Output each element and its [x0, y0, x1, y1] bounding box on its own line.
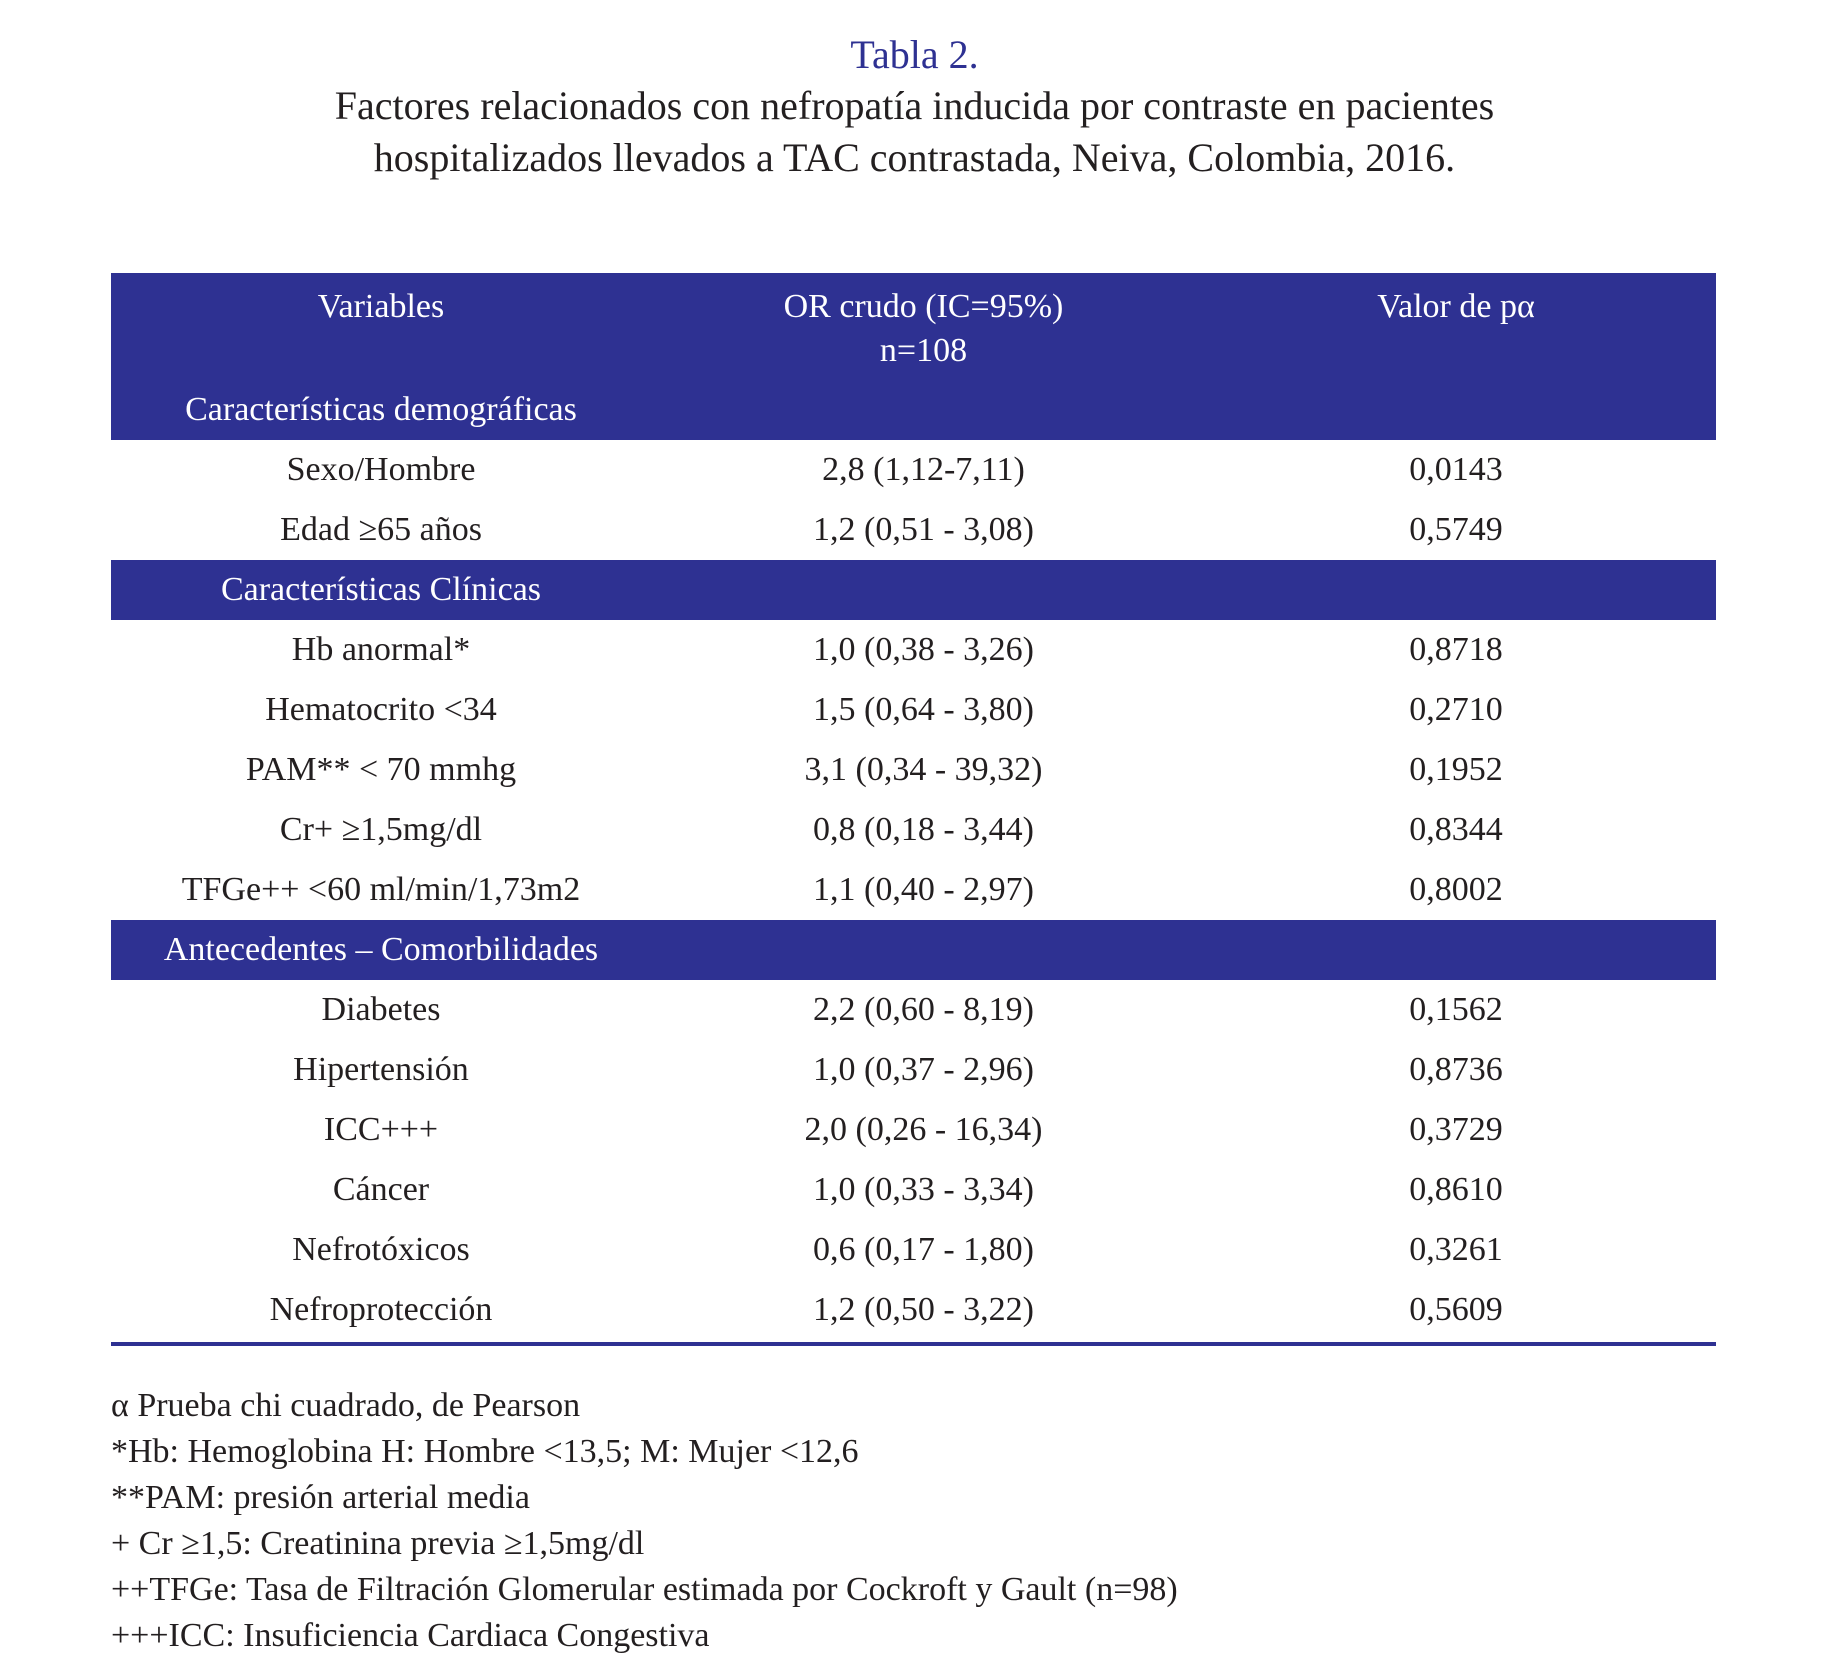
- table-row: [111, 680, 1716, 740]
- cell-variable: Nefroprotección: [269, 1291, 493, 1328]
- table-row: [111, 440, 1716, 500]
- cell-or: 1,2 (0,51 - 3,08): [813, 511, 1034, 548]
- section-band-comorbilidades: [111, 920, 1716, 980]
- footnote: α Prueba chi cuadrado, de Pearson: [111, 1387, 581, 1424]
- table-caption-line-2: hospitalizados llevados a TAC contrastada, Neiva, Colombia, 2016.: [373, 135, 1456, 180]
- table-bottom-rule: [111, 1342, 1716, 1346]
- cell-p: 0,3729: [1409, 1111, 1503, 1148]
- cell-p: 0,1952: [1409, 751, 1503, 788]
- header-or-crudo: [651, 285, 1196, 373]
- data-table: [111, 273, 1716, 1346]
- cell-or: 2,0 (0,26 - 16,34): [804, 1111, 1043, 1148]
- footnote: +++ICC: Insuficiencia Cardiaca Congestiva: [111, 1617, 710, 1654]
- table-row: [111, 1100, 1716, 1160]
- cell-variable: Sexo/Hombre: [286, 451, 476, 488]
- cell-or: 1,5 (0,64 - 3,80): [813, 691, 1034, 728]
- header-or-label: OR crudo (IC=95%): [783, 288, 1064, 325]
- cell-variable: Nefrotóxicos: [292, 1231, 470, 1268]
- table-row: [111, 1220, 1716, 1280]
- table-title-block: [0, 30, 1829, 184]
- header-variables: Variables: [317, 288, 445, 325]
- cell-or: 2,8 (1,12-7,11): [822, 451, 1025, 488]
- cell-p: 0,8718: [1409, 631, 1503, 668]
- table-row: [111, 620, 1716, 680]
- table-row: [111, 1280, 1716, 1340]
- cell-or: 1,1 (0,40 - 2,97): [813, 871, 1034, 908]
- table-row: [111, 1160, 1716, 1220]
- cell-variable: Edad ≥65 años: [280, 511, 482, 548]
- footnote: ++TFGe: Tasa de Filtración Glomerular estimada por Cockroft y Gault (n=98): [111, 1571, 1178, 1608]
- cell-p: 0,8002: [1409, 871, 1503, 908]
- section-title-clinicas: Características Clínicas: [220, 571, 542, 608]
- cell-p: 0,8610: [1409, 1171, 1503, 1208]
- cell-p: 0,0143: [1409, 451, 1503, 488]
- cell-or: 1,0 (0,33 - 3,34): [813, 1171, 1034, 1208]
- cell-variable: Cáncer: [332, 1171, 430, 1208]
- section-band-clinicas: [111, 560, 1716, 620]
- footnote: + Cr ≥1,5: Creatinina previa ≥1,5mg/dl: [111, 1525, 645, 1562]
- cell-p: 0,3261: [1409, 1231, 1503, 1268]
- cell-or: 2,2 (0,60 - 8,19): [813, 991, 1034, 1028]
- table-row: [111, 500, 1716, 560]
- header-p-value: Valor de pα: [1377, 288, 1535, 325]
- cell-or: 0,6 (0,17 - 1,80): [813, 1231, 1034, 1268]
- cell-or: 0,8 (0,18 - 3,44): [813, 811, 1034, 848]
- table-row: [111, 980, 1716, 1040]
- cell-variable: Hb anormal*: [291, 631, 471, 668]
- cell-variable: ICC+++: [323, 1111, 439, 1148]
- table-row: [111, 1040, 1716, 1100]
- cell-variable: PAM** < 70 mmhg: [245, 751, 517, 788]
- section-title-comorbilidades: Antecedentes – Comorbilidades: [163, 931, 599, 968]
- cell-p: 0,5609: [1409, 1291, 1503, 1328]
- section-title-demograficas: Características demográficas: [185, 391, 577, 428]
- cell-p: 0,8736: [1409, 1051, 1503, 1088]
- cell-variable: Cr+ ≥1,5mg/dl: [279, 811, 483, 848]
- cell-or: 1,0 (0,37 - 2,96): [813, 1051, 1034, 1088]
- cell-p: 0,5749: [1409, 511, 1503, 548]
- table-caption-line-1: Factores relacionados con nefropatía inducida por contraste en pacientes: [334, 83, 1495, 128]
- cell-or: 3,1 (0,34 - 39,32): [804, 751, 1043, 788]
- table-row: [111, 860, 1716, 920]
- cell-p: 0,2710: [1409, 691, 1503, 728]
- cell-variable: Hipertensión: [293, 1051, 469, 1088]
- cell-or: 1,0 (0,38 - 3,26): [813, 631, 1034, 668]
- footnotes: [111, 1383, 1711, 1659]
- footnote: **PAM: presión arterial media: [111, 1479, 530, 1516]
- cell-variable: Diabetes: [321, 991, 441, 1028]
- table-row: [111, 800, 1716, 860]
- table-header: [111, 273, 1716, 440]
- cell-or: 1,2 (0,50 - 3,22): [813, 1291, 1034, 1328]
- cell-variable: TFGe++ <60 ml/min/1,73m2: [181, 871, 581, 908]
- table-row: [111, 740, 1716, 800]
- cell-p: 0,8344: [1409, 811, 1503, 848]
- cell-p: 0,1562: [1409, 991, 1503, 1028]
- table-label: Tabla 2.: [850, 32, 979, 77]
- header-n-label: n=108: [879, 332, 968, 369]
- cell-variable: Hematocrito <34: [265, 691, 497, 728]
- footnote: *Hb: Hemoglobina H: Hombre <13,5; M: Mujer <12,6: [111, 1433, 859, 1470]
